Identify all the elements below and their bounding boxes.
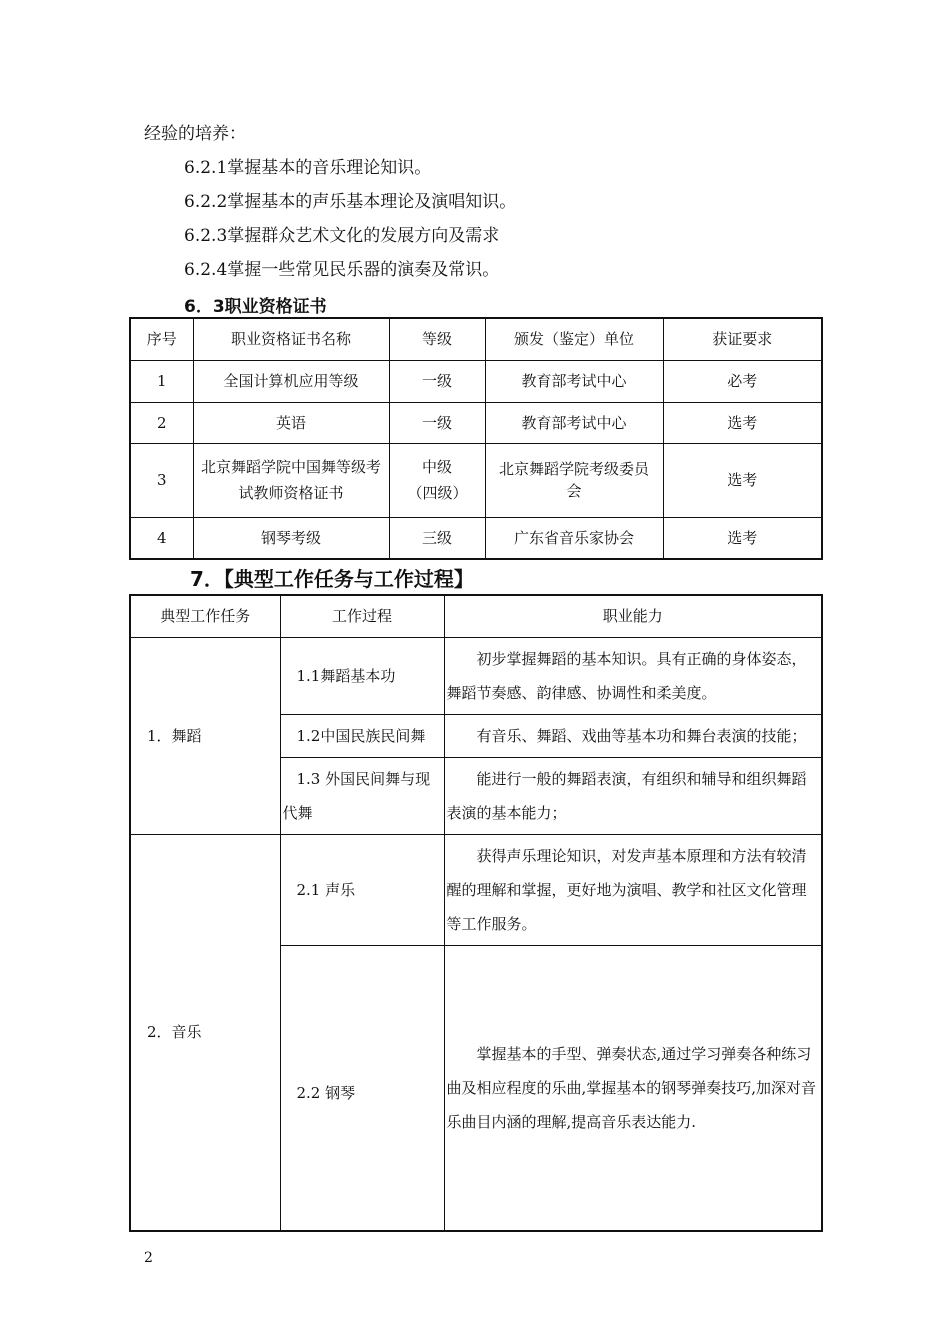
table-cell: 三级 xyxy=(389,517,485,559)
process-cell: 1.2中国民族民间舞 xyxy=(280,714,444,757)
process-cell: 1.1舞蹈基本功 xyxy=(280,637,444,714)
table-cell: 教育部考试中心 xyxy=(485,402,663,443)
table-cell: 一级 xyxy=(389,402,485,443)
item-6-2-1: 6.2.1掌握基本的音乐理论知识。 xyxy=(184,158,432,178)
certificate-table xyxy=(129,317,823,560)
process-cell: 1.3 外国民间舞与现代舞 xyxy=(280,757,444,834)
task-section-heading: 7．【典型工作任务与工作过程】 xyxy=(190,567,474,591)
table-header-row xyxy=(130,595,822,637)
item-6-2-2: 6.2.2掌握基本的声乐基本理论及演唱知识。 xyxy=(184,192,517,212)
table-cell: 北京舞蹈学院考级委员会 xyxy=(485,443,663,517)
table-cell: 中级（四级） xyxy=(389,443,485,517)
header-cell: 职业能力 xyxy=(444,595,822,637)
table-row xyxy=(130,637,822,714)
table-cell: 钢琴考级 xyxy=(193,517,389,559)
table-cell: 选考 xyxy=(663,443,822,517)
item-6-2-4: 6.2.4掌握一些常见民乐器的演奏及常识。 xyxy=(184,260,500,280)
header-cell: 职业资格证书名称 xyxy=(193,318,389,360)
task-cell: 2．音乐 xyxy=(130,834,280,1231)
cert-section-heading: 6．3职业资格证书 xyxy=(184,297,327,317)
table-cell: 英语 xyxy=(193,402,389,443)
table-cell: 4 xyxy=(130,517,193,559)
header-cell: 等级 xyxy=(389,318,485,360)
item-6-2-3: 6.2.3掌握群众艺术文化的发展方向及需求 xyxy=(184,226,500,246)
table-row xyxy=(130,443,822,517)
header-cell: 序号 xyxy=(130,318,193,360)
table-cell: 广东省音乐家协会 xyxy=(485,517,663,559)
table-cell: 必考 xyxy=(663,360,822,402)
table-cell: 1 xyxy=(130,360,193,402)
table-cell: 选考 xyxy=(663,402,822,443)
table-cell: 北京舞蹈学院中国舞等级考试教师资格证书 xyxy=(193,443,389,517)
ability-cell: 有音乐、舞蹈、戏曲等基本功和舞台表演的技能； xyxy=(444,714,822,757)
header-cell: 典型工作任务 xyxy=(130,595,280,637)
ability-cell: 能进行一般的舞蹈表演，有组织和辅导和组织舞蹈表演的基本能力； xyxy=(444,757,822,834)
table-row xyxy=(130,834,822,945)
table-cell: 2 xyxy=(130,402,193,443)
process-cell: 2.1 声乐 xyxy=(280,834,444,945)
header-cell: 获证要求 xyxy=(663,318,822,360)
ability-cell: 初步掌握舞蹈的基本知识。具有正确的身体姿态，舞蹈节奏感、韵律感、协调性和柔美度。 xyxy=(444,637,822,714)
header-cell: 颁发（鉴定）单位 xyxy=(485,318,663,360)
header-cell: 工作过程 xyxy=(280,595,444,637)
ability-cell: 掌握基本的手型、弹奏状态,通过学习弹奏各种练习曲及相应程度的乐曲,掌握基本的钢琴弹奏技巧,加深对音乐曲目内涵的理解,提高音乐表达能力. xyxy=(444,945,822,1231)
table-cell: 教育部考试中心 xyxy=(485,360,663,402)
table-row xyxy=(130,360,822,402)
work-task-table xyxy=(129,594,823,1232)
page-number: 2 xyxy=(144,1250,153,1266)
table-cell: 全国计算机应用等级 xyxy=(193,360,389,402)
table-cell: 选考 xyxy=(663,517,822,559)
table-cell: 一级 xyxy=(389,360,485,402)
table-row xyxy=(130,517,822,559)
ability-cell: 获得声乐理论知识，对发声基本原理和方法有较清醒的理解和掌握，更好地为演唱、教学和社区文化管理等工作服务。 xyxy=(444,834,822,945)
table-row xyxy=(130,402,822,443)
table-header-row xyxy=(130,318,822,360)
process-cell: 2.2 钢琴 xyxy=(280,945,444,1231)
table-cell: 3 xyxy=(130,443,193,517)
task-cell: 1．舞蹈 xyxy=(130,637,280,834)
intro-line: 经验的培养： xyxy=(144,124,246,144)
